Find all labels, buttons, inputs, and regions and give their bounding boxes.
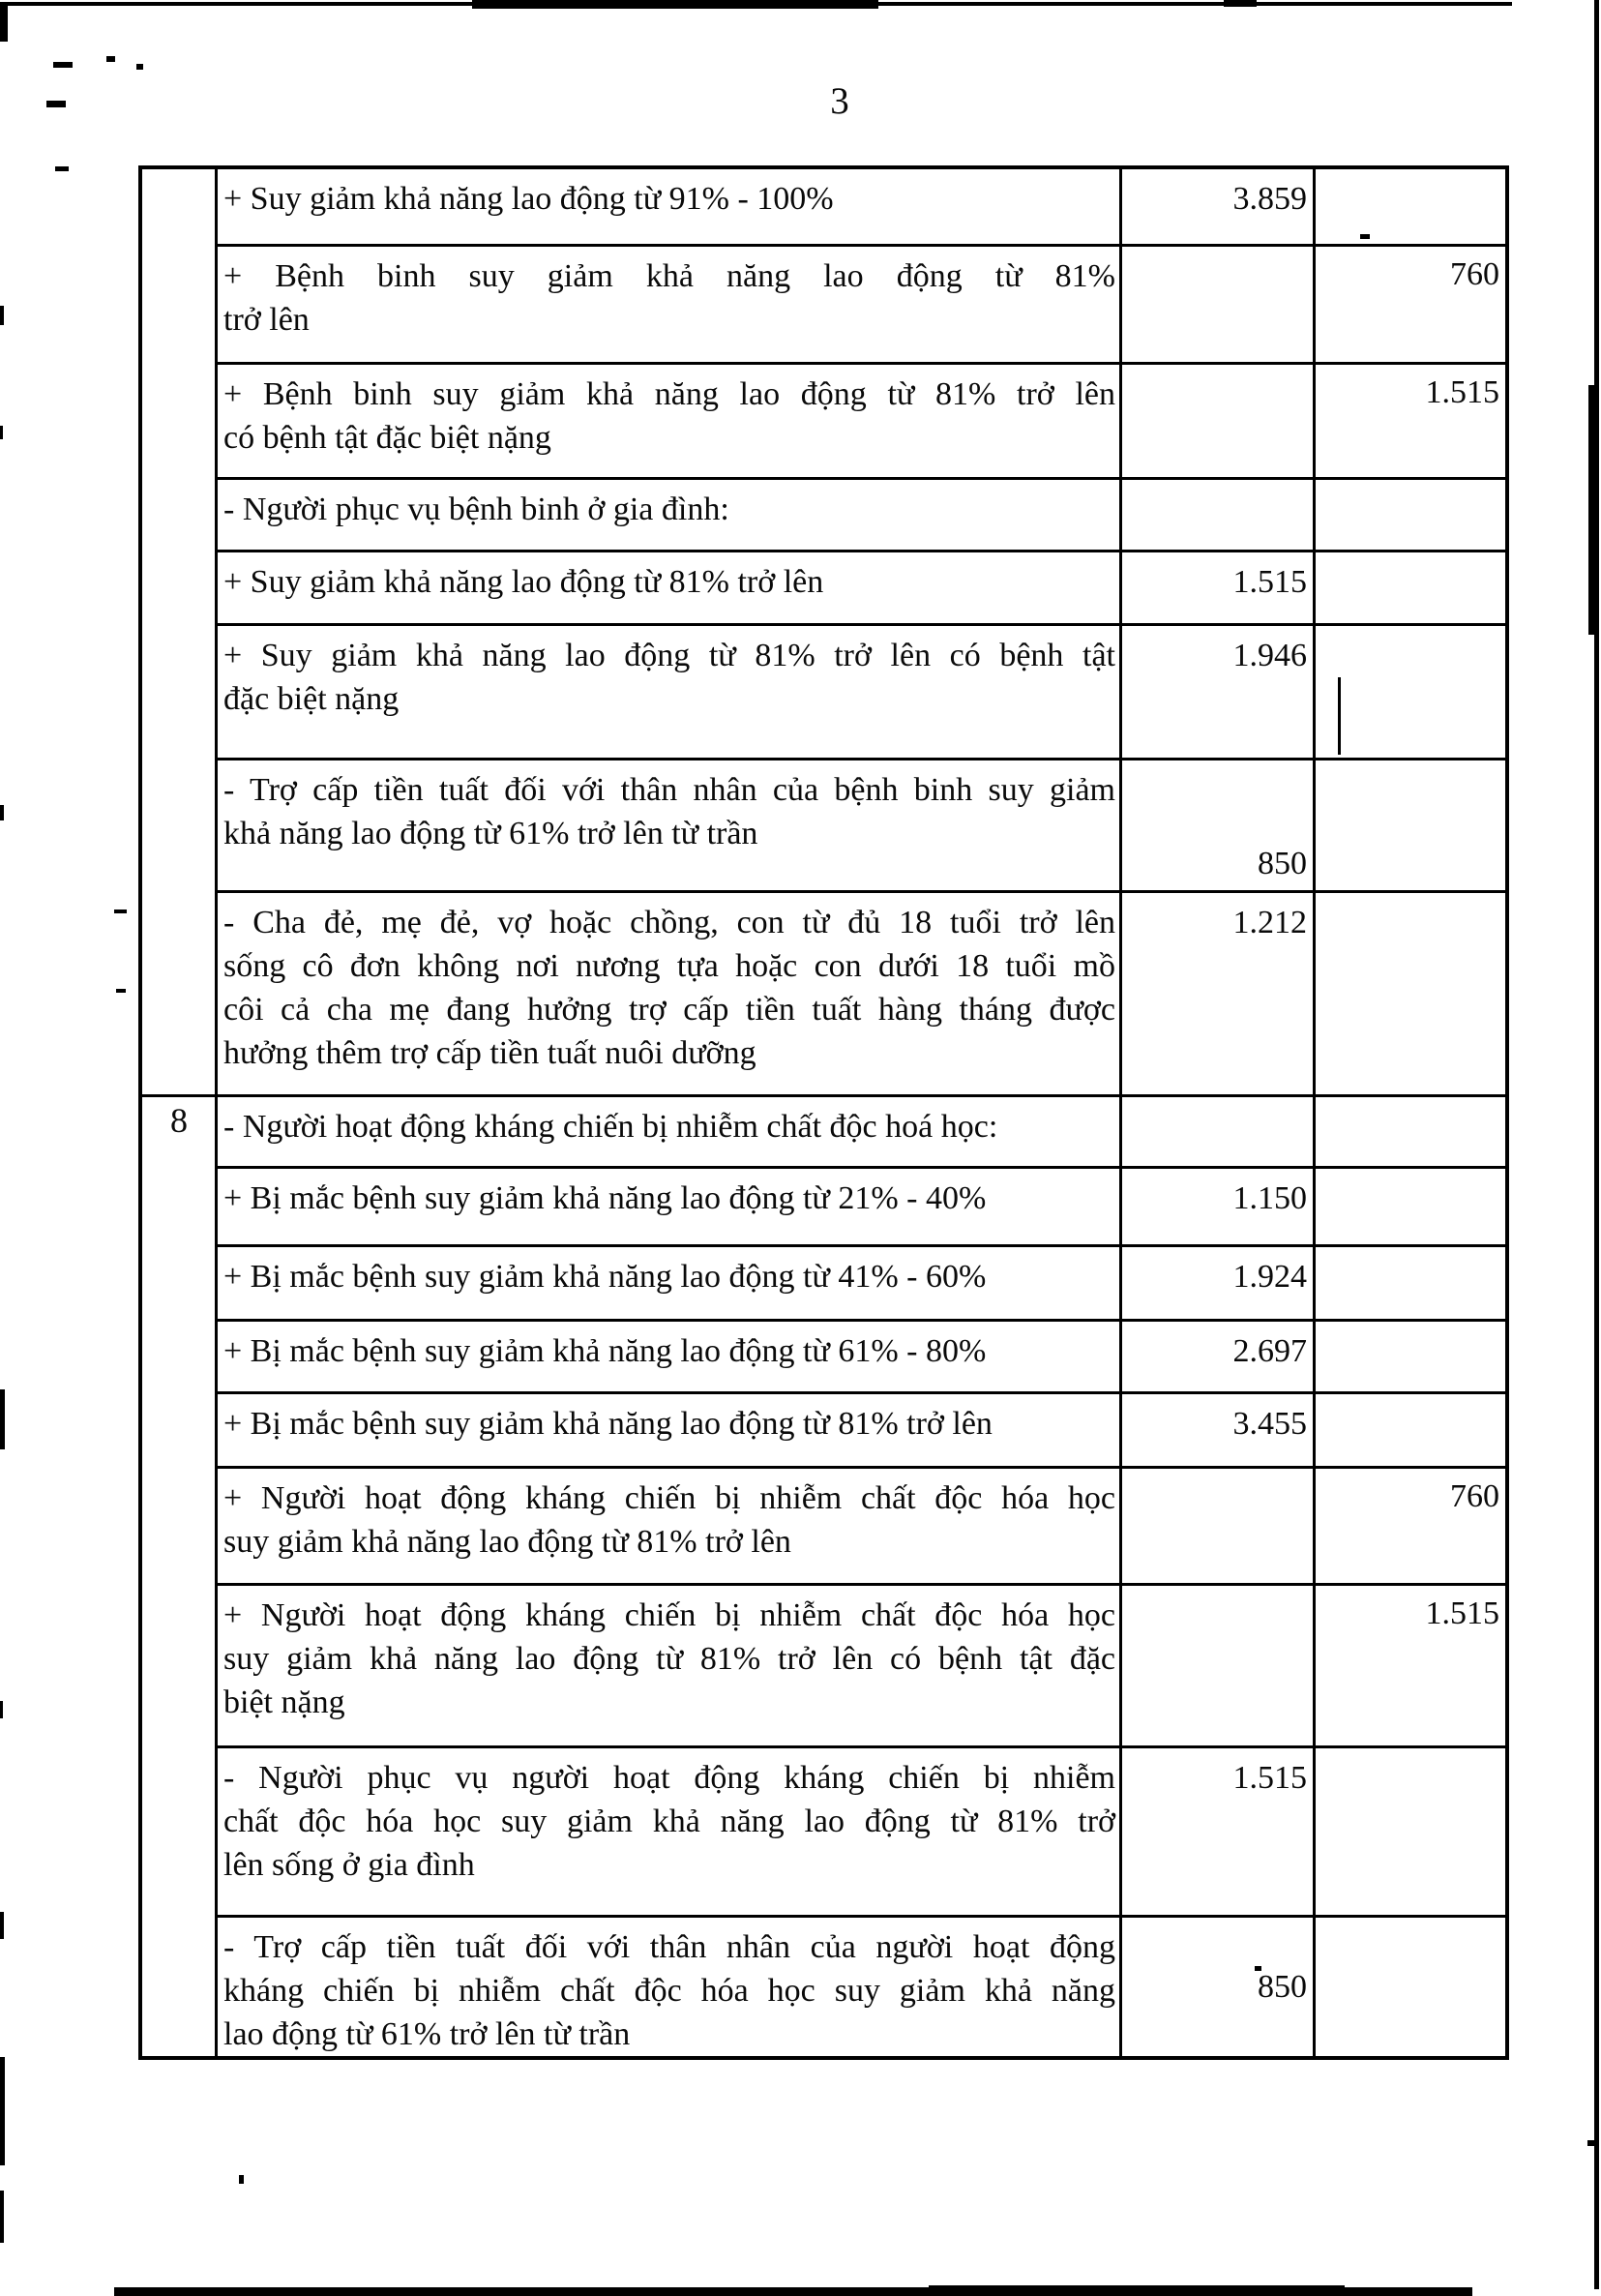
amount-cell-1: 850 bbox=[1122, 1918, 1316, 2056]
table-row bbox=[215, 1391, 1505, 1466]
row-text-cell bbox=[215, 1097, 1122, 1166]
table-row bbox=[215, 550, 1505, 623]
amount-cell-2 bbox=[1316, 760, 1505, 890]
row-text-cell bbox=[215, 1469, 1122, 1583]
scan-speck bbox=[239, 2175, 244, 2184]
item-number: 8 bbox=[170, 1101, 188, 1140]
amount-cell-1 bbox=[1122, 1097, 1316, 1166]
row-text-cell bbox=[215, 247, 1122, 362]
text-line: + Bị mắc bệnh suy giảm khả năng lao động từ 61% - 80% bbox=[223, 1333, 987, 1369]
row-text-cell bbox=[215, 169, 1122, 244]
text-line: - Trợ cấp tiền tuất đối với thân nhân của bệnh binh suy giảm bbox=[223, 772, 1115, 808]
row-text-cell bbox=[215, 626, 1122, 758]
amount-cell-1 bbox=[1122, 1469, 1316, 1583]
row-text-cell bbox=[215, 552, 1122, 623]
table-row bbox=[215, 623, 1505, 758]
text-line: hưởng thêm trợ cấp tiền tuất nuôi dưỡng bbox=[223, 1035, 756, 1071]
amount-cell-2 bbox=[1316, 626, 1505, 758]
amount-cell-2 bbox=[1316, 1169, 1505, 1244]
scan-speck bbox=[1587, 2140, 1595, 2146]
amount-cell-1: 2.697 bbox=[1122, 1322, 1316, 1391]
text-line: + Bệnh binh suy giảm khả năng lao động từ 81% trở lên bbox=[223, 376, 1115, 412]
amount-cell-1: 1.515 bbox=[1122, 552, 1316, 623]
text-line: lao động từ 61% trở lên từ trần bbox=[223, 2016, 631, 2052]
text-line: kháng chiến bị nhiễm chất độc hóa học suy giảm khả năng bbox=[223, 1973, 1115, 2009]
amount-cell-2: 760 bbox=[1450, 256, 1499, 292]
amount-cell-1: 3.859 bbox=[1122, 169, 1316, 244]
text-line: - Người phục vụ bệnh binh ở gia đình: bbox=[223, 492, 729, 527]
page-number: 3 bbox=[830, 80, 849, 122]
scan-artifact-left-tick bbox=[0, 1701, 3, 1718]
row-text-cell bbox=[215, 365, 1122, 477]
text-line: + Bị mắc bệnh suy giảm khả năng lao động từ 81% trở lên bbox=[223, 1406, 993, 1442]
amount-cell-2: 1.515 bbox=[1425, 1595, 1499, 1631]
text-line: + Suy giảm khả năng lao động từ 81% trở lên có bệnh tật bbox=[223, 638, 1115, 673]
scan-artifact-left-tick bbox=[0, 2191, 4, 2243]
table-row bbox=[215, 1583, 1505, 1745]
amount-cell-2 bbox=[1316, 893, 1505, 1094]
amount-cell-1 bbox=[1122, 247, 1316, 362]
amount-cell-2 bbox=[1316, 480, 1505, 550]
table-row bbox=[215, 1094, 1505, 1166]
text-line: côi cả cha mẹ đang hưởng trợ cấp tiền tuất hàng tháng được bbox=[223, 992, 1115, 1028]
amount-cell-1: 1.212 bbox=[1122, 893, 1316, 1094]
text-line: + Người hoạt động kháng chiến bị nhiễm chất độc hóa học bbox=[223, 1597, 1115, 1633]
amount-cell-2: 760 bbox=[1450, 1478, 1499, 1514]
text-line: sống cô đơn không nơi nương tựa hoặc con dưới 18 tuổi mồ bbox=[223, 948, 1115, 984]
text-line: biệt nặng bbox=[223, 1685, 345, 1720]
scan-artifact-right-edge-thick bbox=[1588, 385, 1596, 635]
text-line: chất độc hóa học suy giảm khả năng lao động từ 81% trở bbox=[223, 1804, 1115, 1839]
table-row bbox=[215, 890, 1505, 1094]
amount-cell-2: 1.515 bbox=[1425, 374, 1499, 410]
text-line: - Người hoạt động kháng chiến bị nhiễm chất độc hoá học: bbox=[223, 1109, 998, 1145]
row-text-cell bbox=[215, 1247, 1122, 1319]
table-row bbox=[215, 1244, 1505, 1319]
scan-speck bbox=[116, 989, 126, 993]
amount-cell-2 bbox=[1316, 169, 1505, 244]
scan-speck bbox=[46, 101, 66, 107]
text-line: trở lên bbox=[223, 302, 310, 338]
row-text-cell bbox=[215, 480, 1122, 550]
amount-cell-1 bbox=[1122, 365, 1316, 477]
table-row bbox=[215, 1166, 1505, 1244]
scan-speck bbox=[106, 56, 115, 62]
amount-cell-2 bbox=[1316, 552, 1505, 623]
amount-cell-1: 1.150 bbox=[1122, 1169, 1316, 1244]
text-line: + Suy giảm khả năng lao động từ 81% trở lên bbox=[223, 564, 824, 600]
table-body bbox=[215, 169, 1505, 2056]
scan-artifact-left-tick bbox=[0, 306, 4, 325]
text-line: có bệnh tật đặc biệt nặng bbox=[223, 420, 551, 456]
table-row bbox=[215, 1466, 1505, 1583]
allowance-table bbox=[138, 165, 1509, 2060]
amount-cell-2 bbox=[1316, 1097, 1505, 1166]
text-line: - Người phục vụ người hoạt động kháng chiến bị nhiễm bbox=[223, 1760, 1115, 1796]
amount-cell-2 bbox=[1316, 1918, 1505, 2056]
text-line: đặc biệt nặng bbox=[223, 681, 400, 717]
scan-artifact-left-tick bbox=[0, 426, 3, 439]
row-text-cell bbox=[215, 1394, 1122, 1466]
text-line: khả năng lao động từ 61% trở lên từ trần bbox=[223, 816, 758, 851]
row-text-cell bbox=[215, 1169, 1122, 1244]
table-row bbox=[215, 477, 1505, 550]
amount-cell-2 bbox=[1316, 1748, 1505, 1915]
row-text-cell bbox=[215, 1918, 1122, 2056]
text-line: + Suy giảm khả năng lao động từ 91% - 100% bbox=[223, 181, 834, 217]
row-text-cell bbox=[215, 893, 1122, 1094]
scan-speck bbox=[53, 62, 73, 68]
text-line: suy giảm khả năng lao động từ 81% trở lên bbox=[223, 1524, 791, 1560]
table-row bbox=[215, 244, 1505, 362]
amount-cell-1: 850 bbox=[1122, 760, 1316, 890]
amount-cell-1: 1.946 bbox=[1122, 626, 1316, 758]
scan-artifact-left-tick bbox=[0, 805, 4, 820]
scan-artifact-left-tick bbox=[0, 2057, 5, 2165]
amount-cell-1: 1.924 bbox=[1122, 1247, 1316, 1319]
table-row bbox=[215, 758, 1505, 890]
scan-artifact-top-blob bbox=[1224, 0, 1257, 7]
amount-cell-1: 3.455 bbox=[1122, 1394, 1316, 1466]
row-text-cell bbox=[215, 1748, 1122, 1915]
row-text-cell bbox=[215, 760, 1122, 890]
table-row bbox=[215, 169, 1505, 244]
scan-artifact-top-edge-thick bbox=[472, 0, 878, 9]
text-line: - Cha đẻ, mẹ đẻ, vợ hoặc chồng, con từ đủ 18 tuổi trở lên bbox=[223, 905, 1115, 940]
text-line: + Bệnh binh suy giảm khả năng lao động từ 81% bbox=[223, 258, 1115, 294]
scan-artifact-left-tick bbox=[0, 1389, 5, 1449]
text-line: + Bị mắc bệnh suy giảm khả năng lao động từ 21% - 40% bbox=[223, 1180, 987, 1216]
scan-artifact-corner-mark bbox=[0, 3, 8, 42]
text-line: suy giảm khả năng lao động từ 81% trở lên có bệnh tật đặc bbox=[223, 1641, 1115, 1677]
text-line: + Người hoạt động kháng chiến bị nhiễm chất độc hóa học bbox=[223, 1480, 1115, 1516]
text-line: - Trợ cấp tiền tuất đối với thân nhân của người hoạt động bbox=[223, 1929, 1115, 1965]
row-text-cell bbox=[215, 1322, 1122, 1391]
scan-speck bbox=[114, 909, 127, 913]
amount-cell-2 bbox=[1316, 1322, 1505, 1391]
scan-artifact-right-edge-line bbox=[1594, 0, 1599, 2289]
row-text-cell bbox=[215, 1586, 1122, 1745]
scan-speck bbox=[55, 166, 69, 171]
scan-artifact-bottom-bar-thick bbox=[929, 2285, 1345, 2296]
amount-cell-2 bbox=[1316, 1247, 1505, 1319]
text-line: lên sống ở gia đình bbox=[223, 1847, 475, 1883]
text-line: + Bị mắc bệnh suy giảm khả năng lao động từ 41% - 60% bbox=[223, 1259, 987, 1295]
amount-cell-1 bbox=[1122, 1586, 1316, 1745]
amount-cell-1: 1.515 bbox=[1122, 1748, 1316, 1915]
amount-cell-1 bbox=[1122, 480, 1316, 550]
scan-speck bbox=[136, 64, 143, 70]
table-row bbox=[215, 362, 1505, 477]
scan-artifact-left-tick bbox=[0, 1912, 4, 1939]
amount-cell-2 bbox=[1316, 1394, 1505, 1466]
table-row bbox=[215, 1915, 1505, 2056]
table-row bbox=[215, 1319, 1505, 1391]
table-row bbox=[215, 1745, 1505, 1915]
